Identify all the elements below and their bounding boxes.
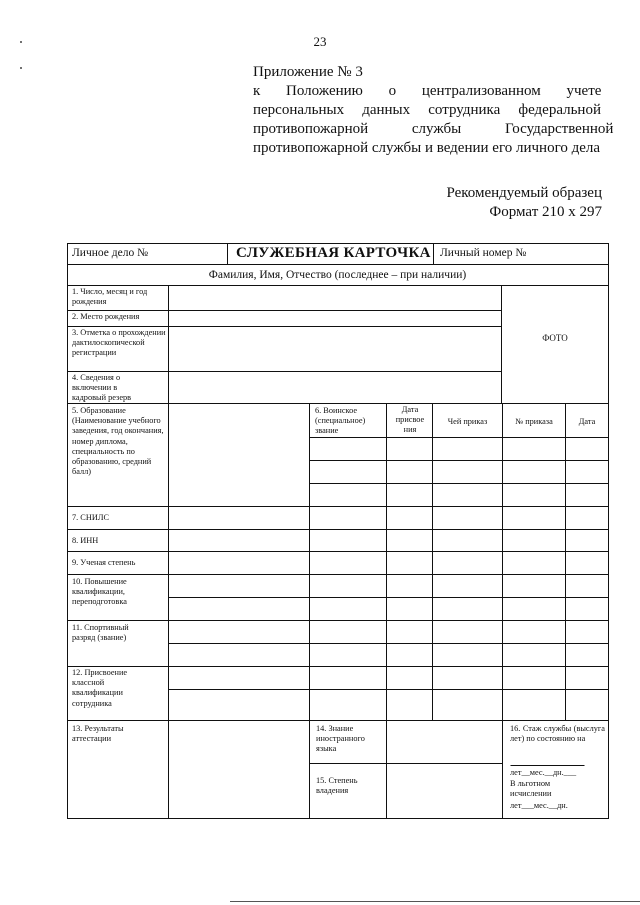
card-title: СЛУЖЕБНАЯ КАРТОЧКА: [236, 245, 431, 261]
row-sport-rank: 11. Спортивный разряд (звание): [72, 623, 129, 643]
row-birthplace: 2. Место рождения: [72, 312, 140, 321]
col-whose-order: Чей приказ: [447, 417, 488, 426]
service-preferential-label: В льготном исчислении: [510, 779, 552, 799]
full-name-label: Фамилия, Имя, Отчество (последнее – при наличии): [208, 269, 467, 281]
col-rank: 6. Воинское (специальное) звание: [315, 406, 366, 436]
col-date: Дата: [578, 417, 596, 426]
row-foreign-language: 14. Знание иностранного языка: [316, 724, 365, 754]
row-class-qualification: 12. Присвоение классной квалификации сотрудника: [72, 668, 128, 708]
page-number: 23: [313, 34, 327, 49]
service-preferential-blank: лет___мес.__дн.: [510, 801, 568, 810]
appendix-line: противопожарной службы и ведении его личного дела: [253, 140, 601, 156]
row-snils: 7. СНИЛС: [72, 513, 109, 522]
row-academic-degree: 9. Ученая степень: [72, 558, 136, 567]
row-dactyloscopy: 3. Отметка о прохождении дактилоскопической регистрации: [72, 328, 166, 358]
appendix-line: к Положению о централизованном учете: [253, 83, 602, 99]
row-attestation: 13. Результаты аттестации: [72, 724, 124, 744]
format-label: Формат 210 х 297: [489, 204, 602, 220]
row-inn: 8. ИНН: [72, 536, 99, 545]
col-date-assigned: Дата присвое ния: [395, 405, 425, 435]
personal-number-label: Личный номер №: [440, 247, 527, 259]
row-education: 5. Образование (Наименование учебного заведения, год окончания, номер диплома, специальность по образованию, средний балл): [72, 406, 164, 477]
row-birth-date: 1. Число, месяц и год рождения: [72, 287, 148, 307]
sample-label: Рекомендуемый образец: [446, 185, 602, 201]
row-service-length: 16. Стаж службы (выслуга лет) по состоянию на: [510, 724, 605, 744]
photo-placeholder: ФОТО: [542, 333, 568, 343]
row-training: 10. Повышение квалификации, переподготовка: [72, 577, 127, 607]
service-years-blank: лет__мес.__дн.___: [510, 768, 577, 777]
appendix-line: Приложение № 3: [253, 64, 363, 80]
appendix-line: противопожарной службы Государственной: [253, 121, 614, 137]
row-proficiency: 15. Степень владения: [316, 776, 358, 796]
col-order-number: № приказа: [515, 417, 553, 426]
personal-file-label: Личное дело №: [72, 247, 149, 259]
row-personnel-reserve: 4. Сведения о включении в кадровый резерв: [72, 373, 132, 403]
appendix-line: персональных данных сотрудника федеральной: [253, 102, 601, 118]
